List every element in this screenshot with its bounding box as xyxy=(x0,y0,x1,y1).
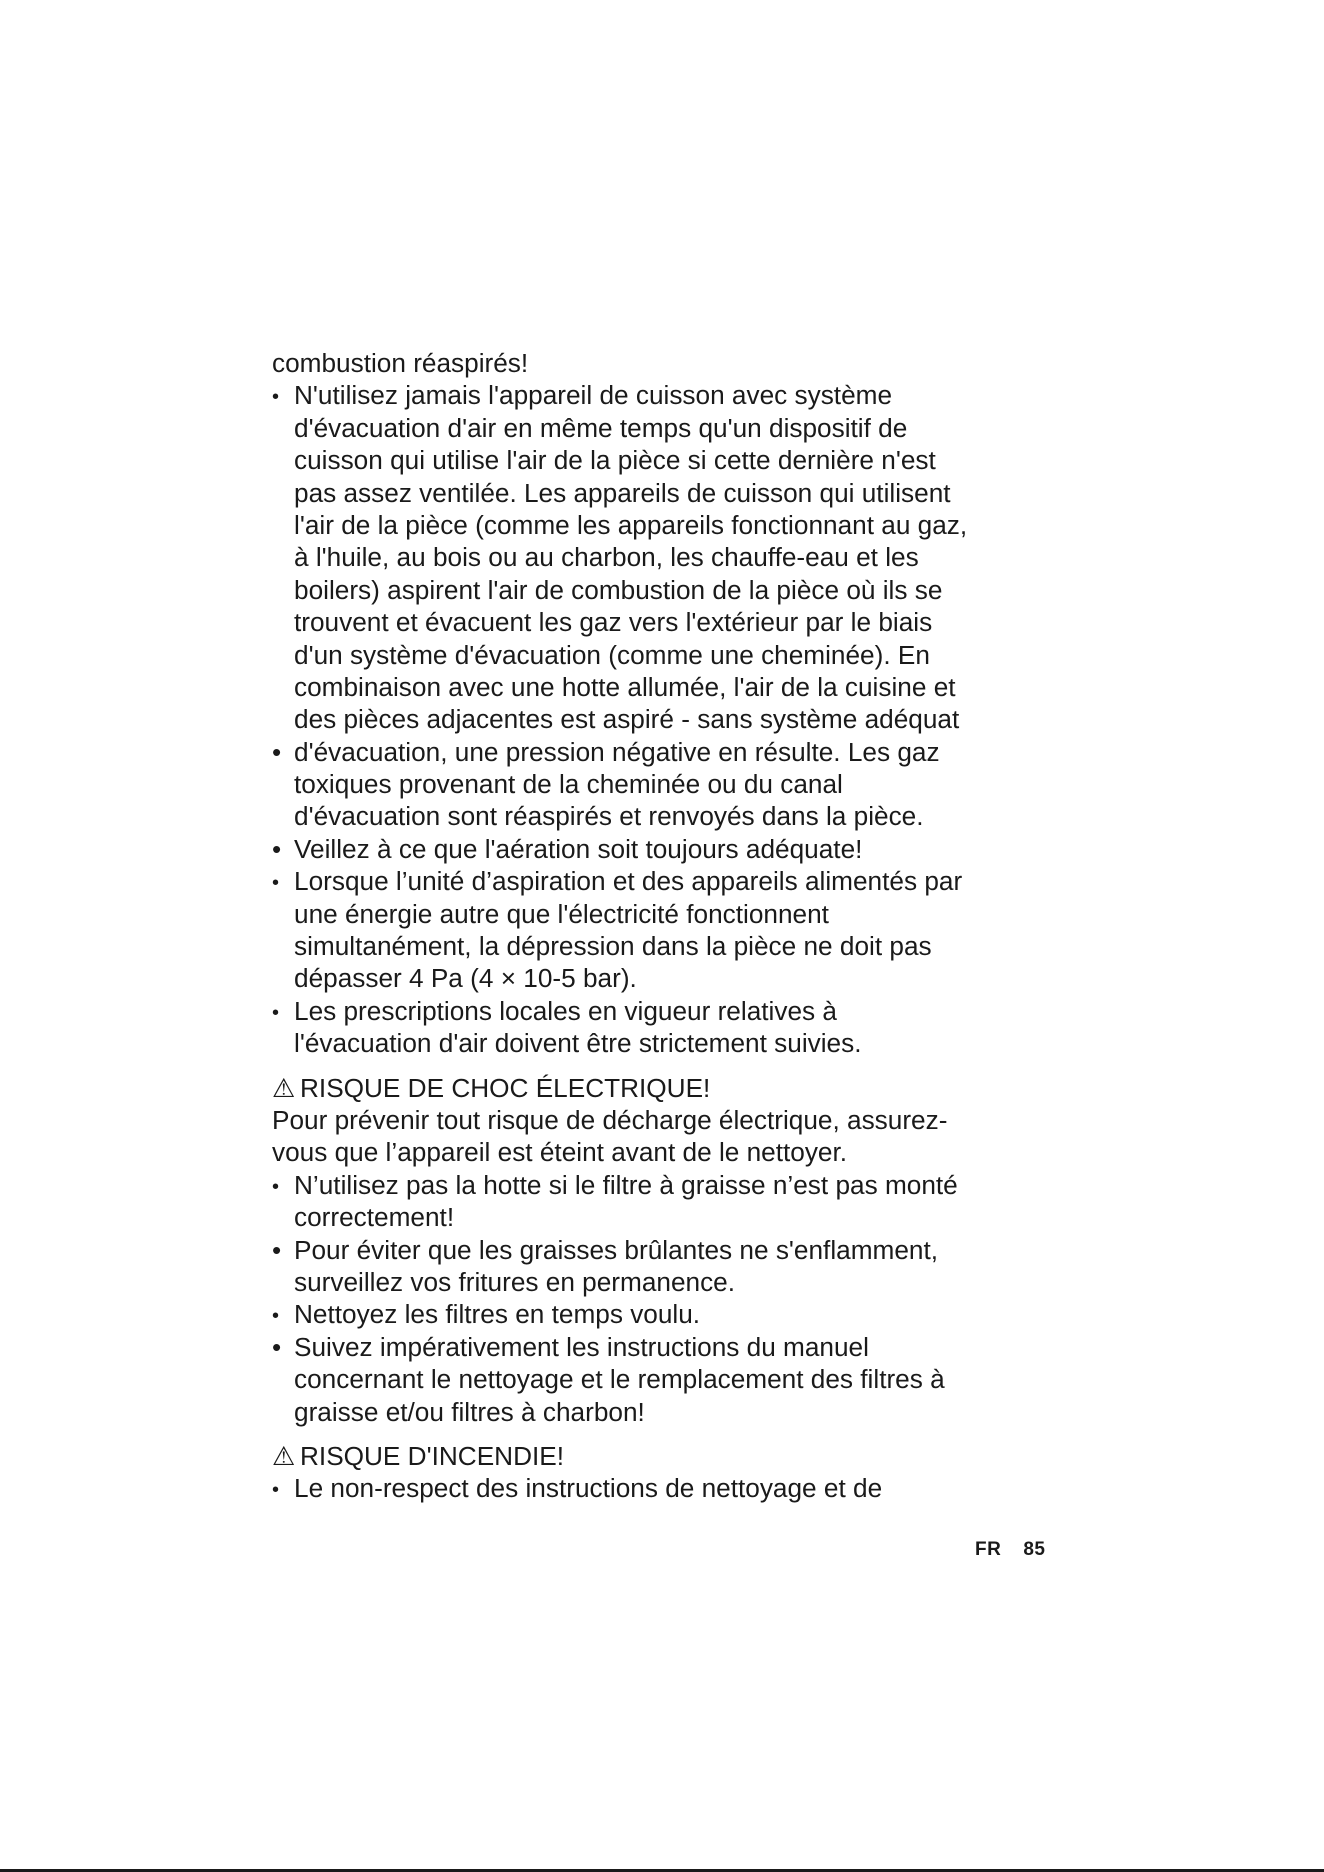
fire-risk-heading xyxy=(272,1440,1062,1472)
list-item-text: Suivez impérativement les instructions du manuel xyxy=(294,1331,869,1362)
fire-risk-heading-text: RISQUE D'INCENDIE! xyxy=(300,1440,564,1471)
list-item-line xyxy=(272,1298,1062,1330)
paragraph-line: vous que l’appareil est éteint avant de le nettoyer. xyxy=(272,1137,848,1168)
list-item-text: Pour éviter que les graisses brûlantes ne s'enflamment, xyxy=(294,1234,939,1265)
list-item-text: trouvent et évacuent les gaz vers l'extérieur par le biais xyxy=(294,607,933,638)
list-item-line xyxy=(272,930,1062,962)
language-code: FR xyxy=(975,1539,1002,1560)
list-item-line xyxy=(272,1266,1062,1298)
list-item-text: Nettoyez les filtres en temps voulu. xyxy=(294,1299,701,1330)
list-item-line xyxy=(272,833,1062,865)
list-item-text: dépasser 4 Pa (4 × 10-5 bar). xyxy=(294,963,637,994)
list-item-text: d'évacuation d'air en même temps qu'un dispositif de xyxy=(294,412,908,443)
warning-icon: ⚠ xyxy=(272,1440,296,1471)
section2-list xyxy=(272,1169,1062,1428)
list-item-line xyxy=(272,412,1062,444)
list-item-line xyxy=(272,898,1062,930)
section1-list xyxy=(272,379,1062,1059)
list-item-text: l'évacuation d'air doivent être strictement suivies. xyxy=(294,1028,862,1059)
list-item-line xyxy=(272,1027,1062,1059)
list-item-line xyxy=(272,1331,1062,1363)
bullet-icon: • xyxy=(272,736,282,767)
list-item-text: pas assez ventilée. Les appareils de cuisson qui utilisent xyxy=(294,477,951,508)
list-item-line xyxy=(272,865,1062,897)
list-item-text: à l'huile, au bois ou au charbon, les chauffe-eau et les xyxy=(294,542,919,573)
page-number: 85 xyxy=(1023,1539,1046,1560)
list-item-text: d'un système d'évacuation (comme une cheminée). En xyxy=(294,639,930,670)
electric-shock-heading xyxy=(272,1072,1062,1104)
list-item-text: cuisson qui utilise l'air de la pièce si cette dernière n'est xyxy=(294,445,936,476)
list-item-text: graisse et/ou filtres à charbon! xyxy=(294,1396,645,1427)
list-item-text: l'air de la pièce (comme les appareils fonctionnant au gaz, xyxy=(294,509,968,540)
list-item-text: d'évacuation, une pression négative en résulte. Les gaz xyxy=(294,736,940,767)
list-item-line xyxy=(272,768,1062,800)
list-item-text: concernant le nettoyage et le remplacement des filtres à xyxy=(294,1364,945,1395)
list-item-text: toxiques provenant de la cheminée ou du canal xyxy=(294,769,843,800)
bullet-icon: • xyxy=(272,1305,280,1328)
list-item-text: correctement! xyxy=(294,1202,455,1233)
list-item-line xyxy=(272,736,1062,768)
list-item-line xyxy=(272,639,1062,671)
section3-list xyxy=(272,1472,1062,1504)
list-item-line xyxy=(272,800,1062,832)
list-item-line xyxy=(272,477,1062,509)
warning-icon: ⚠ xyxy=(272,1072,296,1103)
paragraph-line: Pour prévenir tout risque de décharge électrique, assurez- xyxy=(272,1104,948,1135)
list-item-line xyxy=(272,509,1062,541)
bullet-icon: • xyxy=(272,386,280,409)
list-item-line xyxy=(272,541,1062,573)
list-item-text: une énergie autre que l'électricité fonctionnent xyxy=(294,898,829,929)
list-item-text: simultanément, la dépression dans la pièce ne doit pas xyxy=(294,931,932,962)
electric-shock-paragraph xyxy=(272,1104,1062,1169)
list-item-line xyxy=(272,1472,1062,1504)
list-item-text: boilers) aspirent l'air de combustion de la pièce où ils se xyxy=(294,574,943,605)
list-item-text: Les prescriptions locales en vigueur relatives à xyxy=(294,995,837,1026)
list-item-text: Lorsque l’unité d’aspiration et des appareils alimentés par xyxy=(294,866,963,897)
list-item-text: Veillez à ce que l'aération soit toujours adéquate! xyxy=(294,833,863,864)
document-body xyxy=(272,347,1062,1505)
bullet-icon: • xyxy=(272,1234,282,1265)
list-item-text: Le non-respect des instructions de nettoyage et de xyxy=(294,1473,883,1504)
list-item-line xyxy=(272,995,1062,1027)
list-item-text: des pièces adjacentes est aspiré - sans système adéquat xyxy=(294,704,960,735)
list-item-line xyxy=(272,444,1062,476)
bullet-icon: • xyxy=(272,872,280,895)
list-item-line xyxy=(272,1169,1062,1201)
bullet-icon: • xyxy=(272,1001,280,1024)
bullet-icon: • xyxy=(272,1175,280,1198)
bullet-icon: • xyxy=(272,1331,282,1362)
list-item-line xyxy=(272,671,1062,703)
list-item-text: N’utilisez pas la hotte si le filtre à graisse n’est pas monté xyxy=(294,1169,958,1200)
electric-shock-heading-text: RISQUE DE CHOC ÉLECTRIQUE! xyxy=(300,1072,711,1103)
bullet-icon: • xyxy=(272,1479,280,1502)
page-footer xyxy=(975,1539,1045,1561)
list-item-line xyxy=(272,606,1062,638)
list-item-line xyxy=(272,1396,1062,1428)
list-item-line xyxy=(272,703,1062,735)
list-item-text: N'utilisez jamais l'appareil de cuisson avec système xyxy=(294,380,893,411)
list-item-text: surveillez vos fritures en permanence. xyxy=(294,1266,736,1297)
list-item-text: d'évacuation sont réaspirés et renvoyés dans la pièce. xyxy=(294,801,924,832)
list-item-line xyxy=(272,1363,1062,1395)
list-item-line xyxy=(272,1234,1062,1266)
list-item-line xyxy=(272,962,1062,994)
list-item-text: combinaison avec une hotte allumée, l'air de la cuisine et xyxy=(294,671,956,702)
intro-line: combustion réaspirés! xyxy=(272,348,529,378)
list-item-line xyxy=(272,574,1062,606)
list-item-line xyxy=(272,1201,1062,1233)
bullet-icon: • xyxy=(272,833,282,864)
list-item-line xyxy=(272,379,1062,411)
